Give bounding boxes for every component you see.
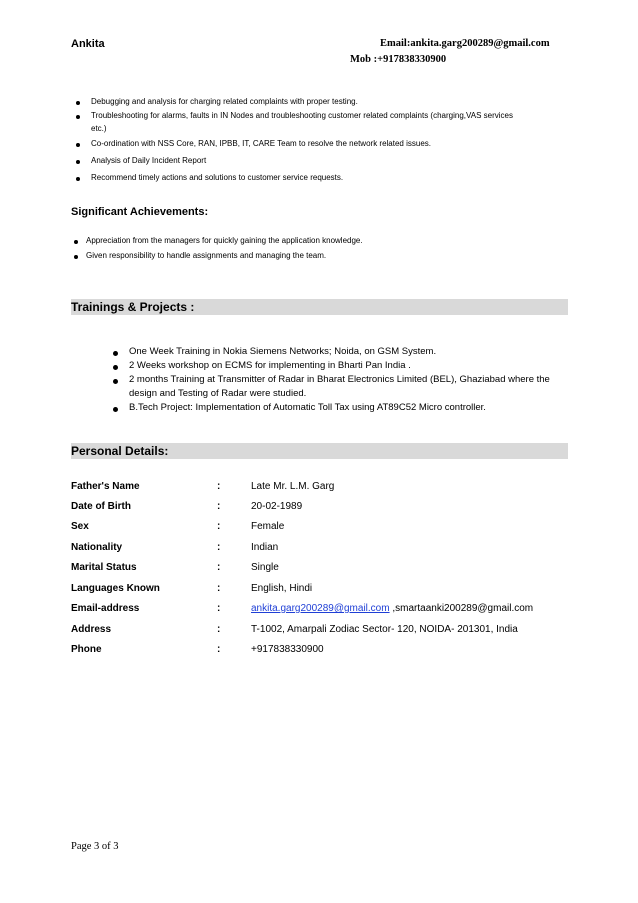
detail-label: Phone [71,644,102,655]
list-item: Given responsibility to handle assignments and managing the team. [86,251,327,260]
detail-label: Marital Status [71,562,137,573]
list-item: Troubleshooting for alarms, faults in IN Nodes and troubleshooting customer related complaints (charging,VAS services [91,111,513,120]
email-link[interactable]: ankita.garg200289@gmail.com [251,603,390,614]
detail-colon: : [217,542,221,553]
detail-label: Father's Name [71,481,140,492]
detail-value: T-1002, Amarpali Zodiac Sector- 120, NOIDA- 201301, India [251,624,518,635]
bullet-icon [76,115,80,119]
list-item: Recommend timely actions and solutions to customer service requests. [91,173,344,182]
bullet-icon [76,101,80,105]
bullet-icon [76,143,80,147]
header-email: Email:ankita.garg200289@gmail.com [380,38,550,49]
detail-colon: : [217,624,221,635]
bullet-icon [74,255,78,259]
detail-value [251,603,533,614]
candidate-name: Ankita [71,38,105,50]
bullet-icon [113,379,118,384]
detail-value: +917838330900 [251,644,324,655]
list-item: One Week Training in Nokia Siemens Networks; Noida, on GSM System. [129,346,437,357]
detail-value: Late Mr. L.M. Garg [251,481,335,492]
detail-label: Date of Birth [71,501,131,512]
list-item: Analysis of Daily Incident Report [91,156,207,165]
list-item: 2 months Training at Transmitter of Radar in Bharat Electronics Limited (BEL), Ghaziabad where the [129,374,550,385]
detail-label: Languages Known [71,583,160,594]
detail-value: Indian [251,542,279,553]
detail-label: Sex [71,521,89,532]
detail-colon: : [217,603,221,614]
detail-value: Single [251,562,279,573]
bullet-icon [76,177,80,181]
list-item: B.Tech Project: Implementation of Automatic Toll Tax using AT89C52 Micro controller. [129,402,486,413]
list-item-continuation: design and Testing of Radar were studied. [129,388,307,399]
list-item: Co-ordination with NSS Core, RAN, IPBB, IT, CARE Team to resolve the network related issues. [91,139,431,148]
bullet-icon [113,365,118,370]
detail-value: Female [251,521,285,532]
email-secondary: ,smartaanki200289@gmail.com [389,603,534,614]
detail-label: Address [71,624,112,635]
list-item: Debugging and analysis for charging related complaints with proper testing. [91,97,358,106]
detail-colon: : [217,521,221,532]
bullet-icon [113,351,118,356]
bullet-icon [113,407,118,412]
personal-title: Personal Details: [71,444,169,458]
detail-colon: : [217,481,221,492]
trainings-section-bar [71,299,568,315]
detail-value: 20-02-1989 [251,501,303,512]
list-item: 2 Weeks workshop on ECMS for implementing in Bharti Pan India . [129,360,411,371]
bullet-icon [74,240,78,244]
achievements-title: Significant Achievements: [71,206,209,218]
header-mobile: Mob :+917838330900 [350,54,447,65]
detail-label: Nationality [71,542,123,553]
detail-colon: : [217,562,221,573]
page-number: Page 3 of 3 [71,841,119,852]
personal-section-bar [71,443,568,459]
detail-label: Email-address [71,603,140,614]
detail-value: English, Hindi [251,583,313,594]
list-item: Appreciation from the managers for quickly gaining the application knowledge. [86,236,363,245]
trainings-title: Trainings & Projects : [71,300,195,314]
detail-colon: : [217,583,221,594]
bullet-icon [76,160,80,164]
detail-colon: : [217,644,221,655]
detail-colon: : [217,501,221,512]
list-item-continuation: etc.) [91,124,107,133]
